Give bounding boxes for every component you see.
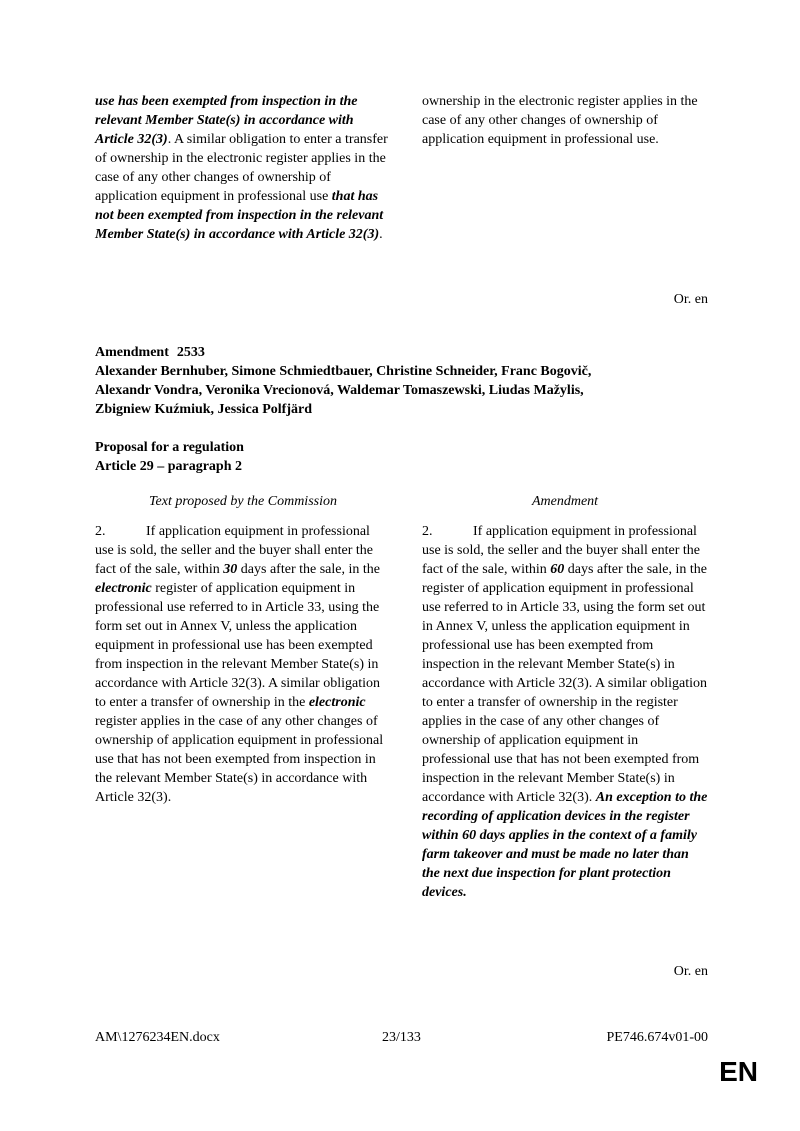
text-run: If application equipment in professional use is sold, the seller and the buyer shall enter the fact of the sale, within [95, 524, 373, 577]
text-run: that has not been exempted from inspection in the relevant Member State(s) in accordance with Article 32(3) [95, 189, 384, 242]
text-run: electronic [308, 695, 366, 710]
origin-note-2: Or. en [673, 964, 708, 979]
proposal-block [95, 438, 708, 476]
commission-text-column [95, 522, 391, 902]
text-run: . [379, 227, 383, 242]
continuation-left-column [95, 92, 391, 244]
footer-document-name: AM\1276234EN.docx [95, 1030, 220, 1045]
author-line: Zbigniew Kuźmiuk, Jessica Polfjärd [95, 402, 313, 417]
comparison-headers [95, 492, 708, 511]
continuation-section [95, 92, 708, 244]
origin-note-1: Or. en [673, 292, 708, 307]
author-line: Alexandr Vondra, Veronika Vrecionová, Waldemar Tomaszewski, Liudas Mažylis, [95, 383, 584, 398]
column-header-amendment: Amendment [531, 494, 599, 509]
author-line: Alexander Bernhuber, Simone Schmiedtbauer, Christine Schneider, Franc Bogovič, [95, 364, 592, 379]
text-run: An exception to the recording of application devices in the register within 60 days applies in the context of a family farm takeover and must be made no later than the next due inspection for plant protection devices. [422, 790, 708, 900]
continuation-right-paragraph: ownership in the electronic register applies in the case of any other changes of ownership of application equipment in professional use. [422, 94, 698, 147]
amendment-paragraph [422, 522, 708, 902]
amendment-authors [95, 362, 708, 419]
paragraph-number: 2. [95, 524, 106, 539]
language-badge: EN [719, 1056, 758, 1087]
footer-page-number: 23/133 [382, 1030, 421, 1045]
footer-doc-reference: PE746.674v01-00 [606, 1030, 708, 1045]
text-run: use has been exempted from inspection in the relevant Member State(s) in accordance with Article 32(3) [95, 94, 358, 147]
text-run: days after the sale, in the register of application equipment in professional use referred to in Article 33, using the form set out in Annex V, unless the application equipment in professional use has been exempted from inspection in the relevant Member State(s) in accordance with Article 32(3). A similar obligation to enter a transfer of ownership in the register applies in the case of any other changes of ownership of application equipment in professional use that has not been exempted from inspection in the relevant Member State(s) in accordance with Article 32(3). [422, 562, 707, 805]
text-run: register of application equipment in professional use referred to in Article 33, using the form set out in Annex V, unless the application equipment in professional use has been exempted from inspection in the relevant Member State(s) in accordance with Article 32(3). A similar obligation to enter a transfer of ownership in the [95, 581, 380, 710]
commission-paragraph [95, 522, 391, 807]
text-run: electronic [95, 581, 152, 596]
amendment-title [95, 343, 708, 362]
amendment-text-column [422, 522, 708, 902]
paragraph-number: 2. [422, 524, 433, 539]
text-run: 60 [550, 562, 565, 577]
comparison-body [95, 522, 708, 902]
article-reference: Article 29 – paragraph 2 [95, 459, 242, 474]
text-run: days after the sale, in the [237, 562, 380, 577]
continuation-left-paragraph [95, 92, 391, 244]
continuation-right-column [422, 92, 708, 244]
amendment-label: Amendment [95, 345, 169, 360]
text-run: register applies in the case of any other changes of ownership of application equipment in professional use that has not been exempted from inspection in the relevant Member State(s) in accordance with Article 32(3). [95, 714, 384, 805]
amendment-number: 2533 [176, 345, 205, 360]
proposal-type: Proposal for a regulation [95, 440, 244, 455]
text-run: . A similar obligation to enter a transfer of ownership in the electronic register applies in the case of any other changes of ownership of application equipment in professional use [95, 132, 388, 204]
page-footer [95, 1028, 708, 1047]
column-header-commission: Text proposed by the Commission [149, 494, 337, 509]
text-run: 30 [223, 562, 238, 577]
text-run: If application equipment in professional use is sold, the seller and the buyer shall enter the fact of the sale, within [422, 524, 700, 577]
